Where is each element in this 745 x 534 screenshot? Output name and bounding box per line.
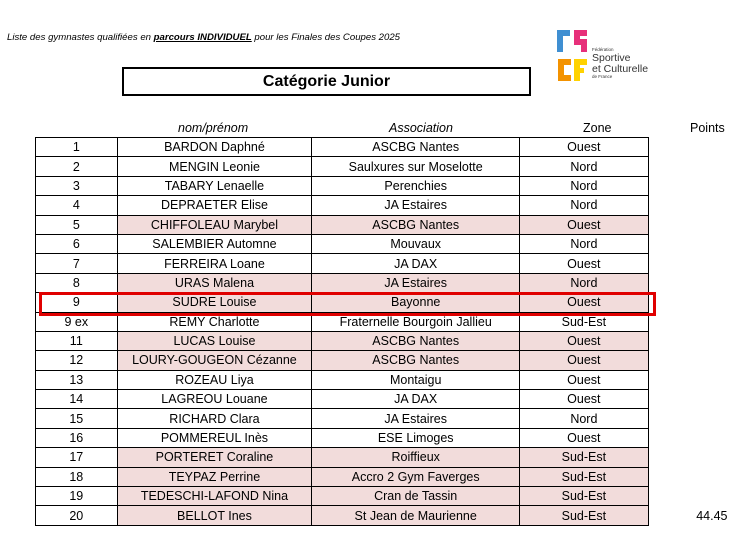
fscf-logo	[556, 28, 666, 86]
cell-zone: Nord	[520, 409, 649, 428]
cell-zone: Nord	[520, 196, 649, 215]
cell-rank: 18	[36, 467, 118, 486]
cell-association: Roiffieux	[312, 448, 520, 467]
cell-rank: 20	[36, 506, 118, 525]
logo-line3: et Culturelle	[592, 62, 649, 75]
cell-zone: Sud-Est	[520, 312, 649, 331]
table-row	[36, 312, 745, 331]
cell-zone: Sud-Est	[520, 487, 649, 506]
cell-points	[648, 215, 744, 234]
cell-points: 44.45	[696, 508, 728, 523]
table-body	[36, 138, 745, 526]
cell-rank: 17	[36, 448, 118, 467]
table-row	[36, 138, 745, 157]
header-points: Points	[690, 121, 725, 135]
cell-rank: 11	[36, 331, 118, 350]
cell-name: BELLOT Ines	[117, 506, 312, 525]
cell-association: Montaigu	[312, 370, 520, 389]
logo-line4: de France	[592, 73, 613, 79]
cell-points	[648, 487, 744, 506]
logo-text	[592, 48, 648, 79]
cell-name: LAGREOU Louane	[117, 390, 312, 409]
cell-zone: Ouest	[520, 351, 649, 370]
cell-zone: Nord	[520, 176, 649, 195]
cell-points	[648, 428, 744, 447]
cell-points	[648, 331, 744, 350]
table-row	[36, 234, 745, 253]
cell-association: Perenchies	[312, 176, 520, 195]
cell-zone: Nord	[520, 273, 649, 292]
table-row	[36, 176, 745, 195]
cell-points	[648, 409, 744, 428]
table-row	[36, 370, 745, 389]
cell-points	[648, 293, 744, 312]
header-name: nom/prénom	[178, 121, 249, 135]
cell-points	[648, 448, 744, 467]
table-row	[36, 254, 745, 273]
table-row	[36, 273, 745, 292]
table-row	[36, 390, 745, 409]
cell-zone: Ouest	[520, 331, 649, 350]
header-zone: Zone	[583, 121, 612, 135]
cell-zone: Ouest	[520, 390, 649, 409]
cell-points	[648, 196, 744, 215]
table-row	[36, 428, 745, 447]
cell-name: TEDESCHI-LAFOND Nina	[117, 487, 312, 506]
cell-association: Accro 2 Gym Faverges	[312, 467, 520, 486]
cell-rank: 3	[36, 176, 118, 195]
cell-zone: Sud-Est	[520, 506, 649, 525]
logo-line1: Fédération	[592, 47, 614, 52]
cell-points	[648, 176, 744, 195]
table-row	[36, 409, 745, 428]
cell-association: ASCBG Nantes	[312, 351, 520, 370]
table-row	[36, 331, 745, 350]
cell-points	[648, 467, 744, 486]
cell-name: DEPRAETER Elise	[117, 196, 312, 215]
cell-zone: Nord	[520, 157, 649, 176]
cell-name: ROZEAU Liya	[117, 370, 312, 389]
cell-points	[648, 254, 744, 273]
cell-zone: Ouest	[520, 370, 649, 389]
cell-association: JA Estaires	[312, 273, 520, 292]
cell-points	[648, 351, 744, 370]
cell-association: Mouvaux	[312, 234, 520, 253]
category-title: Catégorie Junior	[122, 67, 531, 96]
table-row	[36, 293, 745, 312]
cell-rank: 19	[36, 487, 118, 506]
table-row	[36, 196, 745, 215]
cell-rank: 15	[36, 409, 118, 428]
cell-zone: Sud-Est	[520, 448, 649, 467]
cell-name: CHIFFOLEAU Marybel	[117, 215, 312, 234]
table-row	[36, 506, 745, 525]
cell-name: TABARY Lenaelle	[117, 176, 312, 195]
table-row	[36, 487, 745, 506]
cell-zone: Ouest	[520, 254, 649, 273]
cell-name: TEYPAZ Perrine	[117, 467, 312, 486]
cell-zone: Sud-Est	[520, 467, 649, 486]
cell-name: MENGIN Leonie	[117, 157, 312, 176]
cell-zone: Ouest	[520, 293, 649, 312]
cell-association: Fraternelle Bourgoin Jallieu	[312, 312, 520, 331]
cell-name: BARDON Daphné	[117, 138, 312, 157]
cell-name: SALEMBIER Automne	[117, 234, 312, 253]
table-row	[36, 467, 745, 486]
cell-points	[648, 234, 744, 253]
cell-association: Bayonne	[312, 293, 520, 312]
intro-suffix: pour les Finales des Coupes 2025	[251, 32, 401, 43]
cell-rank: 7	[36, 254, 118, 273]
cell-zone: Ouest	[520, 428, 649, 447]
cell-rank: 9	[36, 293, 118, 312]
cell-name: SUDRE Louise	[117, 293, 312, 312]
cell-points	[648, 390, 744, 409]
intro-emphasis: parcours INDIVIDUEL	[153, 32, 252, 43]
intro-prefix: Liste des gymnastes qualifiées en	[7, 32, 154, 43]
table-row	[36, 157, 745, 176]
cell-points	[648, 273, 744, 292]
cell-association: ASCBG Nantes	[312, 215, 520, 234]
cell-association: JA DAX	[312, 254, 520, 273]
cell-rank: 16	[36, 428, 118, 447]
intro-text	[7, 32, 400, 43]
cell-rank: 9 ex	[36, 312, 118, 331]
cell-association: ESE Limoges	[312, 428, 520, 447]
cell-zone: Nord	[520, 234, 649, 253]
cell-rank: 6	[36, 234, 118, 253]
cell-association: Cran de Tassin	[312, 487, 520, 506]
cell-zone: Ouest	[520, 215, 649, 234]
cell-name: FERREIRA Loane	[117, 254, 312, 273]
cell-name: LOURY-GOUGEON Cézanne	[117, 351, 312, 370]
cell-rank: 2	[36, 157, 118, 176]
cell-rank: 13	[36, 370, 118, 389]
cell-rank: 4	[36, 196, 118, 215]
cell-rank: 5	[36, 215, 118, 234]
cell-points	[648, 157, 744, 176]
cell-name: URAS Malena	[117, 273, 312, 292]
logo-line2: Sportive	[592, 51, 631, 64]
table-row	[36, 215, 745, 234]
qualified-table	[35, 137, 745, 526]
cell-association: JA Estaires	[312, 409, 520, 428]
cell-name: RICHARD Clara	[117, 409, 312, 428]
cell-rank: 1	[36, 138, 118, 157]
cell-association: Saulxures sur Moselotte	[312, 157, 520, 176]
cell-association: ASCBG Nantes	[312, 138, 520, 157]
cell-points	[648, 312, 744, 331]
cell-name: LUCAS Louise	[117, 331, 312, 350]
cell-rank: 12	[36, 351, 118, 370]
cell-name: PORTERET Coraline	[117, 448, 312, 467]
cell-association: ASCBG Nantes	[312, 331, 520, 350]
cell-name: REMY Charlotte	[117, 312, 312, 331]
cell-name: POMMEREUL Inès	[117, 428, 312, 447]
cell-association: St Jean de Maurienne	[312, 506, 520, 525]
table-row	[36, 448, 745, 467]
header-association: Association	[389, 121, 453, 135]
cell-association: JA DAX	[312, 390, 520, 409]
cell-rank: 8	[36, 273, 118, 292]
cell-points	[648, 370, 744, 389]
cell-zone: Ouest	[520, 138, 649, 157]
table-row	[36, 351, 745, 370]
cell-rank: 14	[36, 390, 118, 409]
cell-association: JA Estaires	[312, 196, 520, 215]
fscf-logo-icon	[556, 28, 590, 86]
cell-points	[648, 138, 744, 157]
